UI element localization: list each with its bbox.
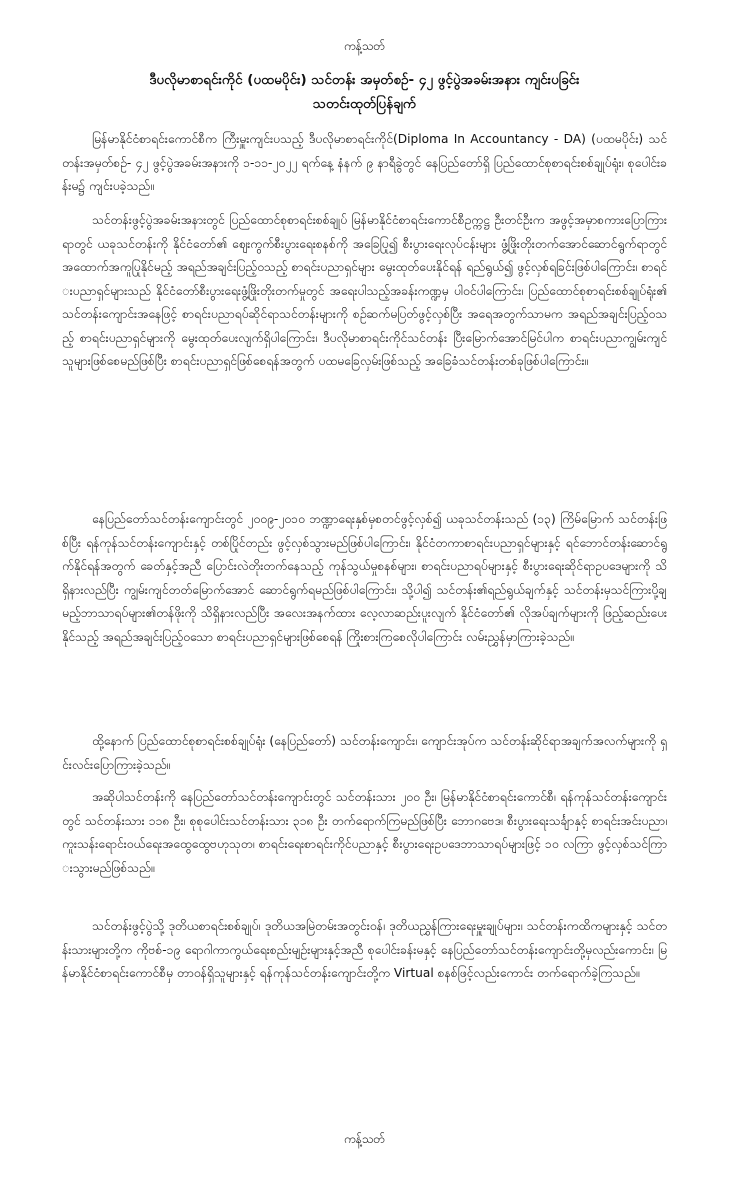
- paragraph-trainee-details: အဆိုပါသင်တန်းကို နေပြည်တော်သင်တန်းကျောင်းတွင် သင်တန်းသား ၂၀၀ ဦး၊ မြန်မာနိုင်ငံစာရင်းကောင်စီ၊ ရန်ကုန်သင်တန်းကျောင်းတွင် သင်တန်းသား ၁၁၈ ဦး၊ စုစုပေါင်းသင်တန်းသား ၃၁၈ ဦး တက်ရောက်ကြမည်ဖြစ်ပြီး ဘောဂဗေဒ၊ စီးပွားရေးသင်္ချာနှင့် စာရင်းအင်းပညာ၊ ကူးသန်းရောင်းဝယ်ရေးအထွေထွေဗဟုသုတ၊ စာရင်းရေးစာရင်းကိုင်ပညာနှင့် စီးပွားရေးဥပဒေဘာသာရပ်များဖြင့် ၁၀ လကြာ ဖွင့်လှစ်သင်ကြားသွားမည်ဖြစ်သည်။: [62, 790, 667, 875]
- body-text: [62, 128, 667, 987]
- classification-header: ကန့်သတ်: [343, 39, 386, 53]
- paragraph-principal-remarks: ထို့နောက် ပြည်ထောင်စုစာရင်းစစ်ချုပ်ရုံး (နေပြည်တော်) သင်တန်းကျောင်း၊ ကျောင်းအုပ်က သင်တန်းဆိုင်ရာအချက်အလက်များကို ရှင်းလင်းပြောကြားခဲ့သည်။: [62, 734, 667, 772]
- document-title: ဒီပလိုမာစာရင်းကိုင် (ပထမပိုင်း) သင်တန်း အမှတ်စဉ်- ၄၂ ဖွင့်ပွဲအခမ်းအနား ကျင်းပခြင်း: [149, 72, 580, 88]
- document-subtitle: သတင်းထုတ်ပြန်ချက်: [312, 96, 417, 112]
- paragraph-attendees: သင်တန်းဖွင့်ပွဲသို့ ဒုတိယစာရင်းစစ်ချုပ်၊ ဒုတိယအမြဲတမ်းအတွင်းဝန်၊ ဒုတိယညွှန်ကြားရေးမှူးချုပ်များ၊ သင်တန်းကထိကများနှင့် သင်တန်းသားများတို့က ကိုဗစ်-၁၉ ရောဂါကာကွယ်ရေးစည်းမျဉ်းများနှင့်အညီ စုပေါင်းခန်းမနှင့် နေပြည်တော်သင်တန်းကျောင်းတို့မှလည်းကောင်း၊ မြန်မာနိုင်ငံစာရင်းကောင်စီမှ တာဝန်ရှိသူများနှင့် ရန်ကုန်သင်တန်းကျောင်းတို့က Virtual စနစ်ဖြင့်လည်းကောင်း တက်ရောက်ခဲ့ကြသည်။: [62, 919, 667, 980]
- classification-footer: ကန့်သတ်: [343, 1132, 386, 1146]
- paragraph-opening-speech: သင်တန်းဖွင့်ပွဲအခမ်းအနားတွင် ပြည်ထောင်စုစာရင်းစစ်ချုပ် မြန်မာနိုင်ငံစာရင်းကောင်စီဥက္ကဋ္ဌ ဦးတင်ဦးက အဖွင့်အမှာစကားပြောကြားရာတွင် ယခုသင်တန်းကို နိုင်ငံတော်၏ ဈေးကွက်စီးပွားရေးစနစ်ကို အခြေပြု၍ စီးပွားရေးလုပ်ငန်းများ ဖွံ့ဖြိုးတိုးတက်အောင်ဆောင်ရွက်ရာတွင် အထောက်အကူပြုနိုင်မည့် အရည်အချင်းပြည့်ဝသည့် စာရင်းပညာရှင်များ မွေးထုတ်ပေးနိုင်ရန် ရည်ရွယ်၍ ဖွင့်လှစ်ရခြင်းဖြစ်ပါကြောင်း၊ စာရင်းပညာရှင်များသည် နိုင်ငံတော်စီးပွားရေးဖွံ့ဖြိုးတိုးတက်မှုတွင် အရေးပါသည့်အခန်းကဏ္ဍမှ ပါဝင်ပါကြောင်း၊ ပြည်ထောင်စုစာရင်းစစ်ချုပ်ရုံး၏ သင်တန်းကျောင်းအနေဖြင့် စာရင်းပညာရပ်ဆိုင်ရာသင်တန်းများကို စဉ်ဆက်မပြတ်ဖွင့်လှစ်ပြီး အရေအတွက်သာမက အရည်အချင်းပြည့်ဝသည့် စာရင်းပညာရှင်များကို မွေးထုတ်ပေးလျက်ရှိပါကြောင်း၊ ဒီပလိုမာစာရင်းကိုင်သင်တန်း ပြီးမြောက်အောင်မြင်ပါက စာရင်းပညာကျွမ်းကျင်သူများဖြစ်စေမည်ဖြစ်ပြီး စာရင်းပညာရှင်ဖြစ်စေရန်အတွက် ပထမခြေလှမ်းဖြစ်သည့် အခြေခံသင်တန်းတစ်ခုဖြစ်ပါကြောင်း။: [62, 213, 667, 368]
- paragraph-school-history: နေပြည်တော်သင်တန်းကျောင်းတွင် ၂၀၀၉-၂၀၁၀ ဘဏ္ဍာရေးနှစ်မှစတင်ဖွင့်လှစ်၍ ယခုသင်တန်းသည် (၁၃) ကြိမ်မြောက် သင်တန်းဖြစ်ပြီး ရန်ကုန်သင်တန်းကျောင်းနှင့် တစ်ပြိုင်တည်း ဖွင့်လှစ်သွားမည်ဖြစ်ပါကြောင်း၊ နိုင်ငံတကာစာရင်းပညာရှင်များနှင့် ရင်ဘောင်တန်းဆောင်ရွက်နိုင်ရန်အတွက် ခေတ်နှင့်အညီ ပြောင်းလဲတိုးတက်နေသည့် ကုန်သွယ်မှုစနစ်များ၊ စာရင်းပညာရပ်များနှင့် စီးပွားရေးဆိုင်ရာဥပဒေများကို သိရှိနားလည်ပြီး ကျွမ်းကျင်တတ်မြောက်အောင် ဆောင်ရွက်ရမည်ဖြစ်ပါကြောင်း၊ သို့ပါ၍ သင်တန်း၏ရည်ရွယ်ချက်နှင့် သင်တန်းမှသင်ကြားပို့ချမည့်ဘာသာရပ်များ၏တန်ဖိုးကို သိရှိနားလည်ပြီး အလေးအနက်ထား လေ့လာဆည်းပူးလျက် နိုင်ငံတော်၏ လိုအပ်ချက်များကို ဖြည့်ဆည်းပေးနိုင်သည့် အရည်အချင်းပြည့်ဝသော စာရင်းပညာရှင်များဖြစ်စေရန် ကြိုးစားကြစေလိုပါကြောင်း လမ်းညွှန်မှာကြားခဲ့သည်။: [62, 512, 667, 644]
- paragraph-opening: မြန်မာနိုင်ငံစာရင်းကောင်စီက ကြီးမှူးကျင်းပသည့် ဒီပလိုမာစာရင်းကိုင်(Diploma In Accountancy - DA) (ပထမပိုင်း) သင်တန်းအမှတ်စဉ်- ၄၂ ဖွင့်ပွဲအခမ်းအနားကို ၁-၁၁-၂၀၂၂ ရက်နေ့ နံနက် ၉ နာရီခွဲတွင် နေပြည်တော်ရှိ ပြည်ထောင်စုစာရင်းစစ်ချုပ်ရုံး၊ စုပေါင်းခန်းမ၌ ကျင်းပခဲ့သည်။: [62, 132, 667, 193]
